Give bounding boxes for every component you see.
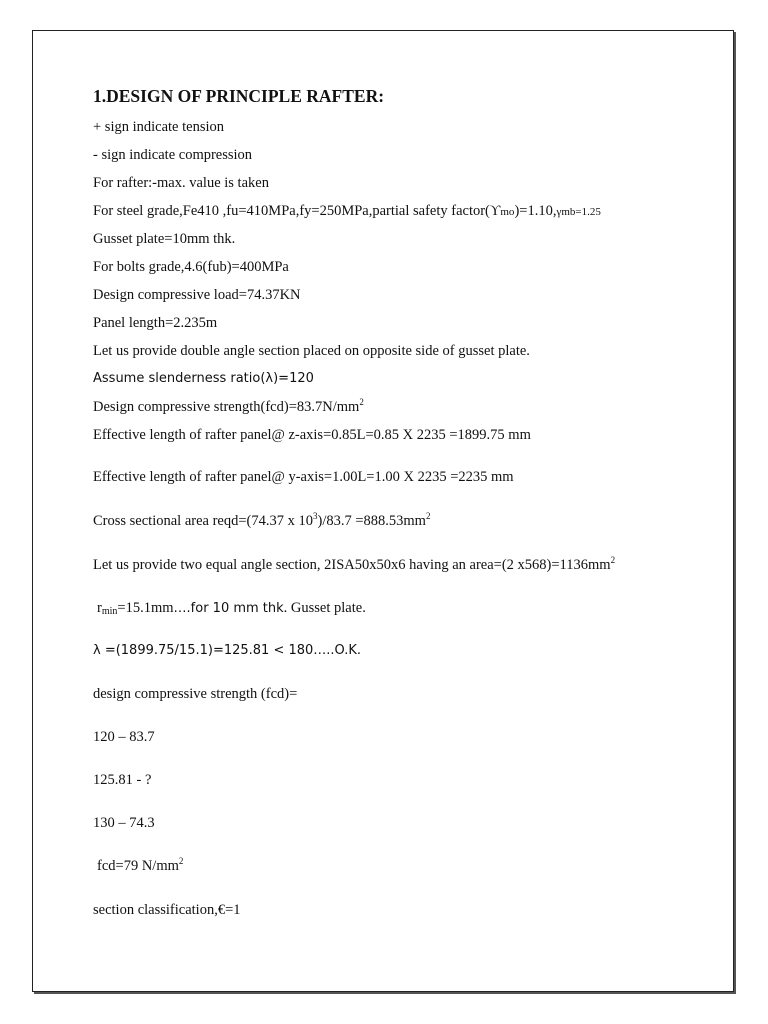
rmin-subscript: min [101, 606, 118, 617]
line-slenderness: Assume slenderness ratio(λ)=120 [93, 371, 314, 386]
line-section-classification: section classification,€=1 [93, 902, 241, 918]
area-reqd-sup1: 3 [312, 511, 318, 521]
mo-value: )=1.10, [514, 203, 557, 219]
line-steel-grade [93, 202, 601, 221]
line-angle-section [93, 556, 615, 574]
rmin-r: r [97, 600, 102, 616]
line-tension-sign: + sign indicate tension [93, 119, 225, 135]
area-reqd-text-b: )/83.7 =888.53mm [317, 513, 426, 529]
section-heading: 1.DESIGN OF PRINCIPLE RAFTER: [93, 86, 385, 106]
rmin-value: =15.1mm [117, 600, 174, 616]
rmin-note: ….for 10 mm thk [173, 601, 284, 616]
steel-grade-text: For steel grade,Fe410 ,fu=410MPa,fy=250MPa,partial safety factor( [93, 203, 490, 219]
line-design-load: Design compressive load=74.37KN [93, 287, 301, 303]
line-interp-125: 125.81 - ? [93, 772, 152, 788]
line-lambda-check: λ =(1899.75/15.1)=125.81 < 180…..O.K. [93, 643, 362, 658]
mb-value: mb=1.25 [561, 206, 601, 218]
line-rmin [97, 599, 366, 618]
line-rafter-max: For rafter:-max. value is taken [93, 175, 269, 191]
line-double-angle: Let us provide double angle section placed on opposite side of gusset plate. [93, 343, 530, 359]
design-strength-sup: 2 [359, 397, 364, 407]
fcd-result-sup: 2 [178, 856, 184, 866]
line-interp-120: 120 – 83.7 [93, 729, 155, 745]
line-compression-sign: - sign indicate compression [93, 147, 253, 163]
area-reqd-sup2: 2 [425, 511, 431, 521]
line-design-strength [93, 398, 364, 416]
area-reqd-text-a: Cross sectional area reqd=(74.37 x 10 [93, 513, 313, 529]
line-interp-130: 130 – 74.3 [93, 815, 155, 831]
gamma-mo-symbol: ϒ [489, 203, 501, 219]
mo-subscript: mo [500, 206, 515, 218]
line-gusset-plate: Gusset plate=10mm thk. [93, 231, 236, 247]
angle-section-sup: 2 [610, 555, 616, 565]
gamma-mb-symbol: γ [556, 206, 562, 218]
line-area-reqd [93, 512, 430, 530]
line-eff-length-z: Effective length of rafter panel@ z-axis=0.85L=0.85 X 2235 =1899.75 mm [93, 427, 531, 443]
rmin-tail: . Gusset plate. [283, 600, 366, 616]
angle-section-text: Let us provide two equal angle section, 2ISA50x50x6 having an area=(2 x568)=1136mm [93, 557, 611, 573]
line-panel-length: Panel length=2.235m [93, 315, 218, 331]
fcd-result-text: fcd=79 N/mm [97, 858, 179, 874]
line-fcd-heading: design compressive strength (fcd)= [93, 686, 298, 702]
line-fcd-result [97, 857, 183, 875]
design-strength-text: Design compressive strength(fcd)=83.7N/mm [93, 399, 360, 415]
line-bolt-grade: For bolts grade,4.6(fub)=400MPa [93, 259, 289, 275]
line-eff-length-y: Effective length of rafter panel@ y-axis=1.00L=1.00 X 2235 =2235 mm [93, 469, 514, 485]
